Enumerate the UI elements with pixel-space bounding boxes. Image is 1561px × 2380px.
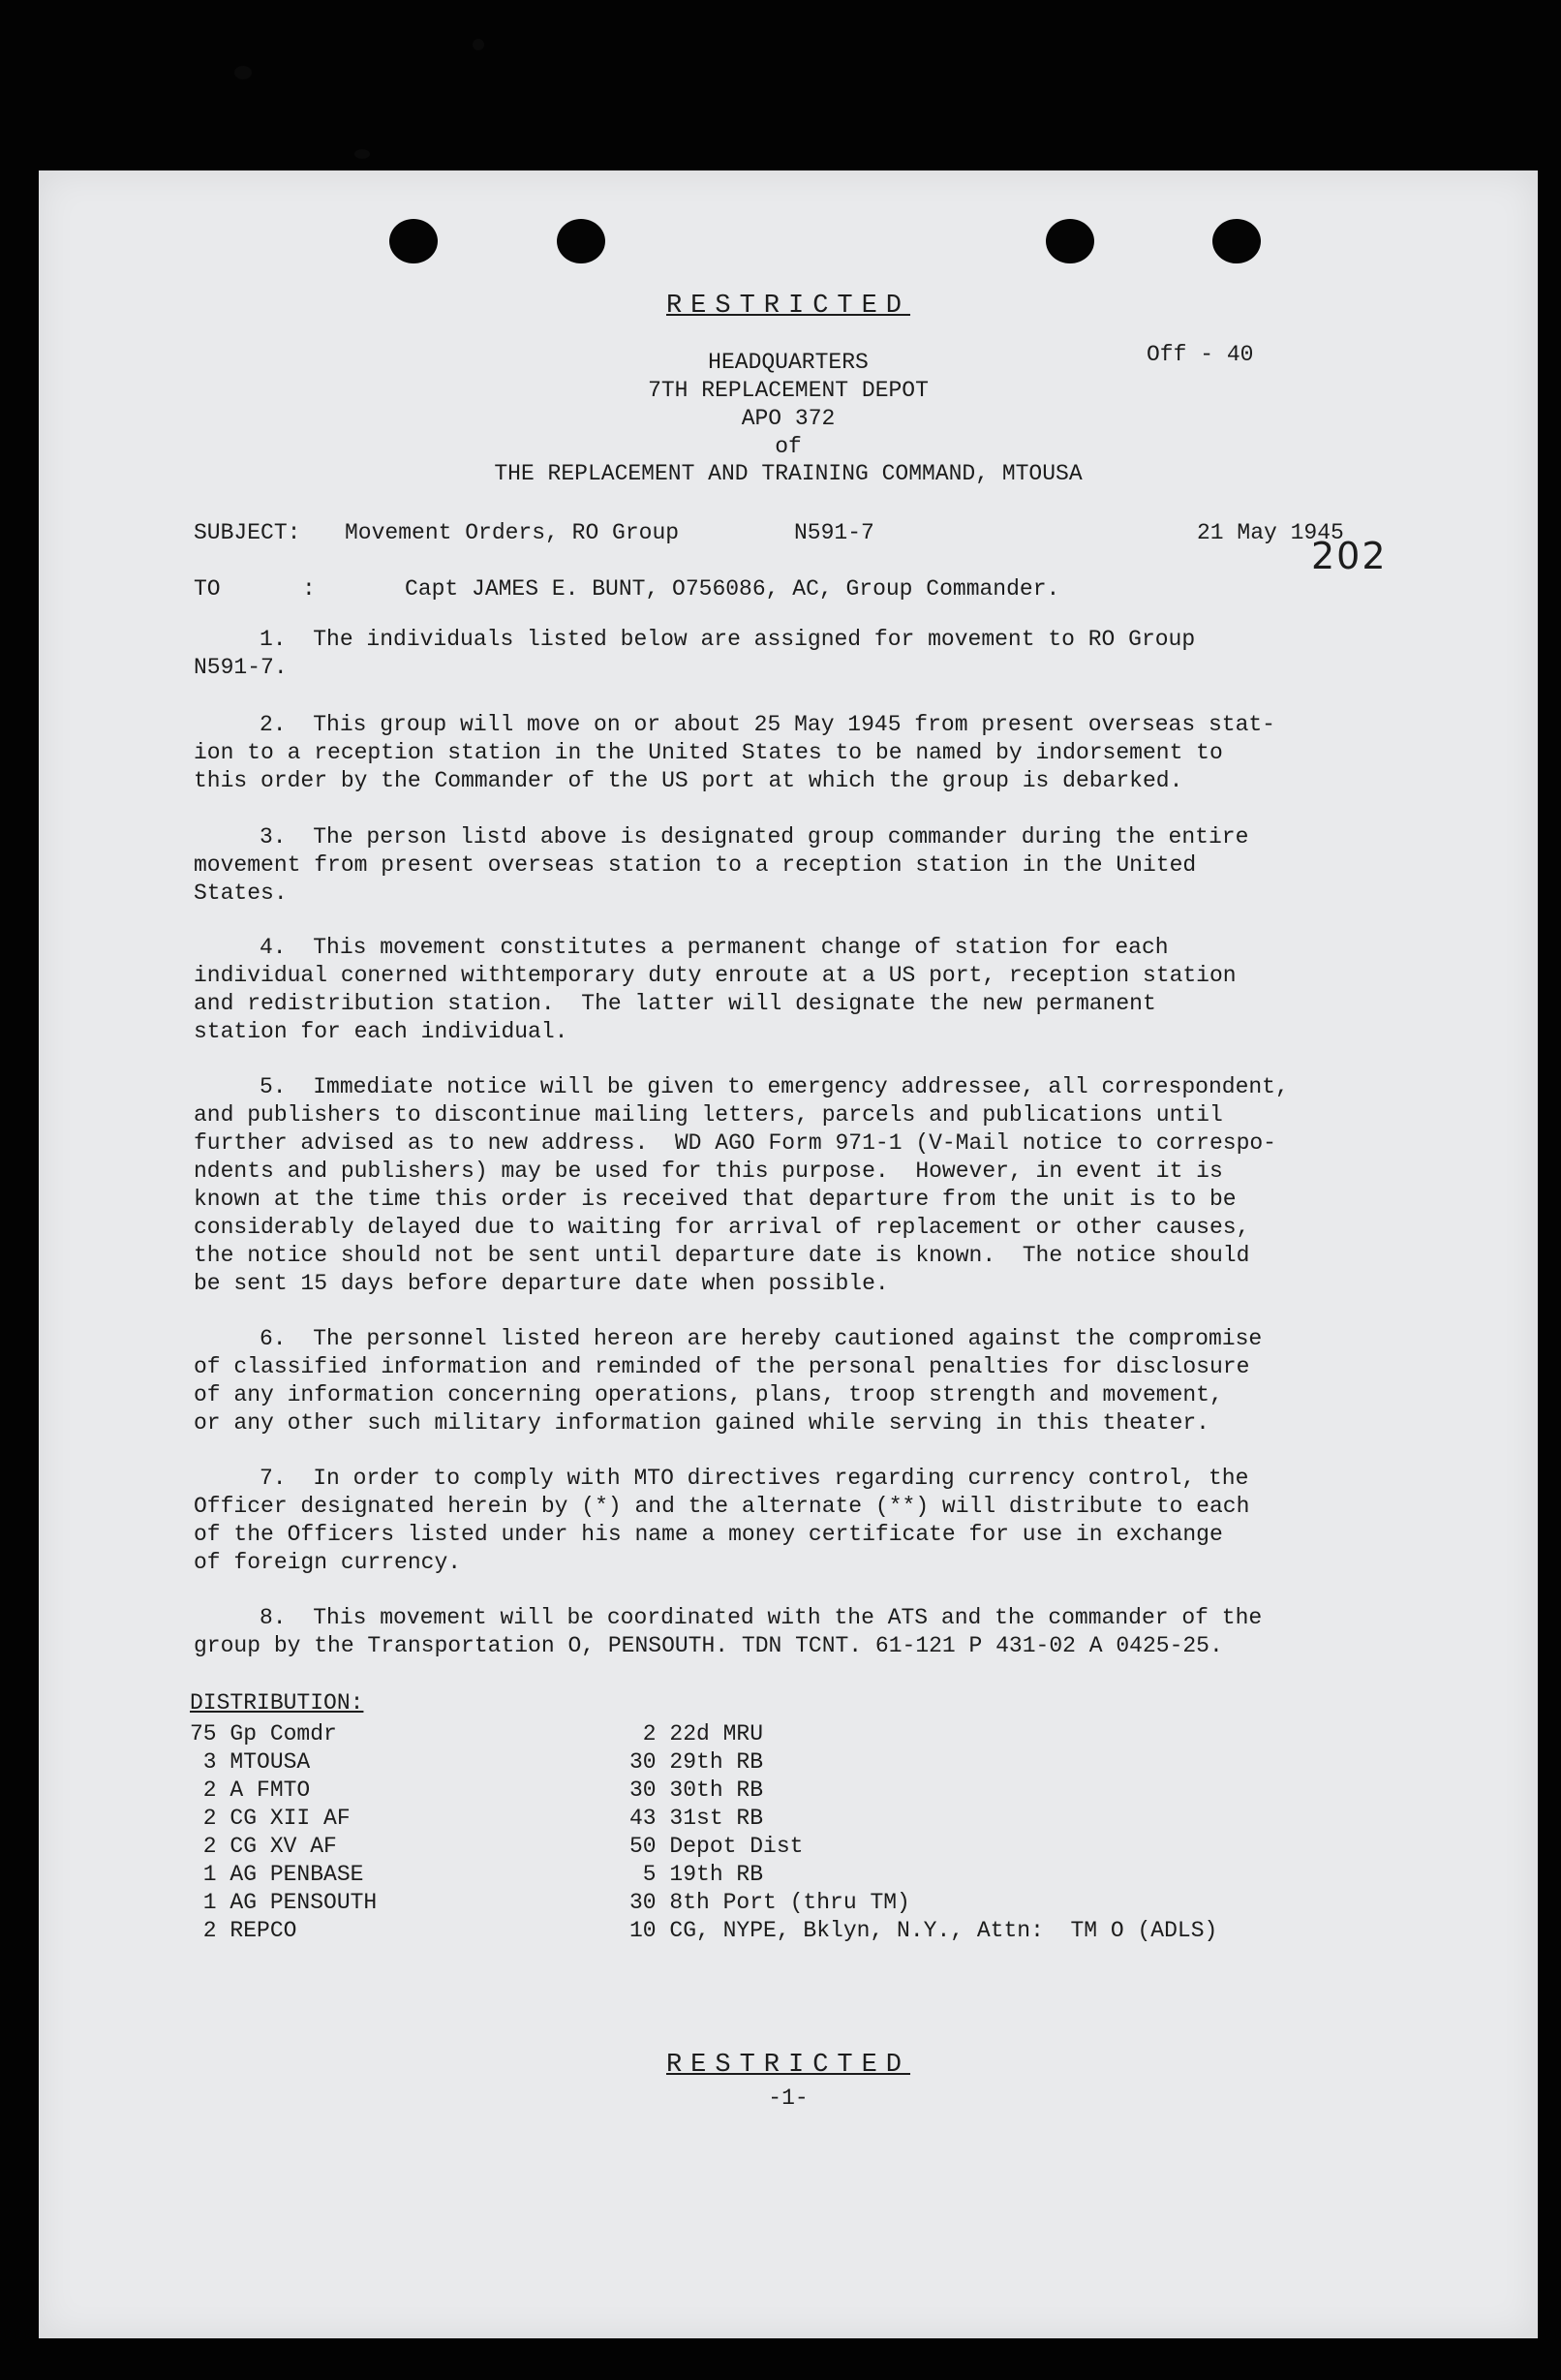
to-colon: : [302, 576, 316, 602]
handwritten-number: 202 [1311, 535, 1388, 577]
film-speck [354, 149, 370, 159]
punch-hole [1212, 219, 1261, 263]
paragraph-line: of foreign currency. [194, 1550, 462, 1575]
paragraph-line: group by the Transportation O, PENSOUTH. TDN TCNT. 61-121 P 431-02 A 0425-25. [194, 1633, 1223, 1658]
paragraph-line: this order by the Commander of the US port at which the group is debarked. [194, 768, 1183, 793]
paragraph-line: the notice should not be sent until departure date is known. The notice should [194, 1243, 1250, 1268]
paragraph-7 [194, 1465, 1249, 1577]
distribution-entry: 75 Gp Comdr [190, 1721, 337, 1746]
paragraph-2 [194, 711, 1275, 795]
distribution-entry: 2 CG XV AF [190, 1834, 337, 1859]
paragraph-line: or any other such military information gained while serving in this theater. [194, 1410, 1209, 1436]
paragraph-line: individual conerned withtemporary duty enroute at a US port, reception station [194, 963, 1237, 988]
apo-line: APO 372 [741, 406, 836, 431]
paragraph-5 [194, 1073, 1289, 1298]
distribution-right-list [629, 1720, 1217, 1945]
distribution-entry: 1 AG PENSOUTH [190, 1890, 378, 1915]
paragraph-3 [194, 823, 1248, 908]
subject-label: SUBJECT: [194, 520, 301, 545]
distribution-entry: 2 22d MRU [629, 1721, 764, 1746]
classification-footer: RESTRICTED [665, 2051, 911, 2080]
addressee: Capt JAMES E. BUNT, O756086, AC, Group Commander. [405, 576, 1060, 602]
distribution-entry: 10 CG, NYPE, Bklyn, N.Y., Attn: TM O (ADLS) [629, 1918, 1218, 1943]
film-speck [234, 66, 252, 79]
distribution-entry: 3 MTOUSA [190, 1749, 311, 1775]
paragraph-line: ndents and publishers) may be used for this purpose. However, in event it is [194, 1159, 1223, 1184]
command-line: THE REPLACEMENT AND TRAINING COMMAND, MTOUSA [494, 461, 1083, 486]
paragraph-line: and redistribution station. The latter will designate the new permanent [194, 991, 1156, 1016]
paragraph-line: 1. The individuals listed below are assigned for movement to RO Group [260, 627, 1196, 652]
distribution-entry: 30 8th Port (thru TM) [629, 1890, 910, 1915]
distribution-left-list [190, 1720, 377, 1945]
paragraph-line: known at the time this order is received that departure from the unit is to be [194, 1187, 1237, 1212]
distribution-entry: 2 A FMTO [190, 1777, 311, 1803]
punch-hole [557, 219, 605, 263]
distribution-entry: 2 REPCO [190, 1918, 297, 1943]
paragraph-line: 4. This movement constitutes a permanent change of station for each [260, 935, 1169, 960]
page-number: -1- [768, 2086, 809, 2111]
order-date: 21 May 1945 [1197, 520, 1344, 545]
punch-hole [1046, 219, 1094, 263]
document-page [39, 170, 1538, 2338]
paragraph-4 [194, 934, 1237, 1046]
group-code: N591-7 [794, 520, 874, 545]
paragraph-line: 6. The personnel listed hereon are hereby cautioned against the compromise [260, 1326, 1263, 1351]
paragraph-line: 7. In order to comply with MTO directives regarding currency control, the [260, 1466, 1249, 1491]
to-label: TO [194, 576, 221, 602]
paragraph-line: of any information concerning operations, plans, troop strength and movement, [194, 1382, 1223, 1407]
paragraph-line: 3. The person listd above is designated group commander during the entire [260, 824, 1249, 850]
distribution-entry: 50 Depot Dist [629, 1834, 804, 1859]
distribution-entry: 2 CG XII AF [190, 1806, 351, 1831]
subject-text: Movement Orders, RO Group [345, 520, 680, 545]
headquarters-line: HEADQUARTERS [708, 350, 869, 375]
paragraph-line: and publishers to discontinue mailing letters, parcels and publications until [194, 1102, 1223, 1128]
paragraph-line: States. [194, 881, 288, 906]
paragraph-line: 5. Immediate notice will be given to emergency addressee, all correspondent, [260, 1074, 1289, 1099]
paragraph-8 [194, 1604, 1262, 1660]
distribution-entry: 30 29th RB [629, 1749, 764, 1775]
distribution-title: DISTRIBUTION: [190, 1690, 364, 1715]
paragraph-line: 2. This group will move on or about 25 May 1945 from present overseas stat- [260, 712, 1275, 737]
paragraph-line: N591-7. [194, 655, 288, 680]
distribution-entry: 43 31st RB [629, 1806, 764, 1831]
paragraph-line: be sent 15 days before departure date when possible. [194, 1271, 889, 1296]
distribution-entry: 5 19th RB [629, 1862, 764, 1887]
paragraph-line: further advised as to new address. WD AGO Form 971-1 (V-Mail notice to correspo- [194, 1130, 1276, 1156]
paragraph-line: ion to a reception station in the United States to be named by indorsement to [194, 740, 1223, 765]
paragraph-line: of the Officers listed under his name a money certificate for use in exchange [194, 1522, 1223, 1547]
paragraph-line: Officer designated herein by (*) and the alternate (**) will distribute to each [194, 1494, 1250, 1519]
distribution-entry: 1 AG PENBASE [190, 1862, 364, 1887]
unit-line: 7TH REPLACEMENT DEPOT [648, 378, 929, 403]
paragraph-line: movement from present overseas station to a reception station in the United [194, 852, 1197, 878]
paragraph-1 [194, 626, 1195, 682]
of-line: of [775, 434, 802, 459]
paragraph-line: of classified information and reminded of the personal penalties for disclosure [194, 1354, 1250, 1379]
punch-hole [389, 219, 438, 263]
classification-header: RESTRICTED [665, 292, 911, 321]
file-reference: Off - 40 [1147, 342, 1254, 367]
paragraph-line: station for each individual. [194, 1019, 568, 1044]
paragraph-line: 8. This movement will be coordinated with the ATS and the commander of the [260, 1605, 1263, 1630]
film-speck [473, 39, 484, 50]
distribution-entry: 30 30th RB [629, 1777, 764, 1803]
paragraph-line: considerably delayed due to waiting for arrival of replacement or other causes, [194, 1215, 1250, 1240]
paragraph-6 [194, 1325, 1262, 1437]
